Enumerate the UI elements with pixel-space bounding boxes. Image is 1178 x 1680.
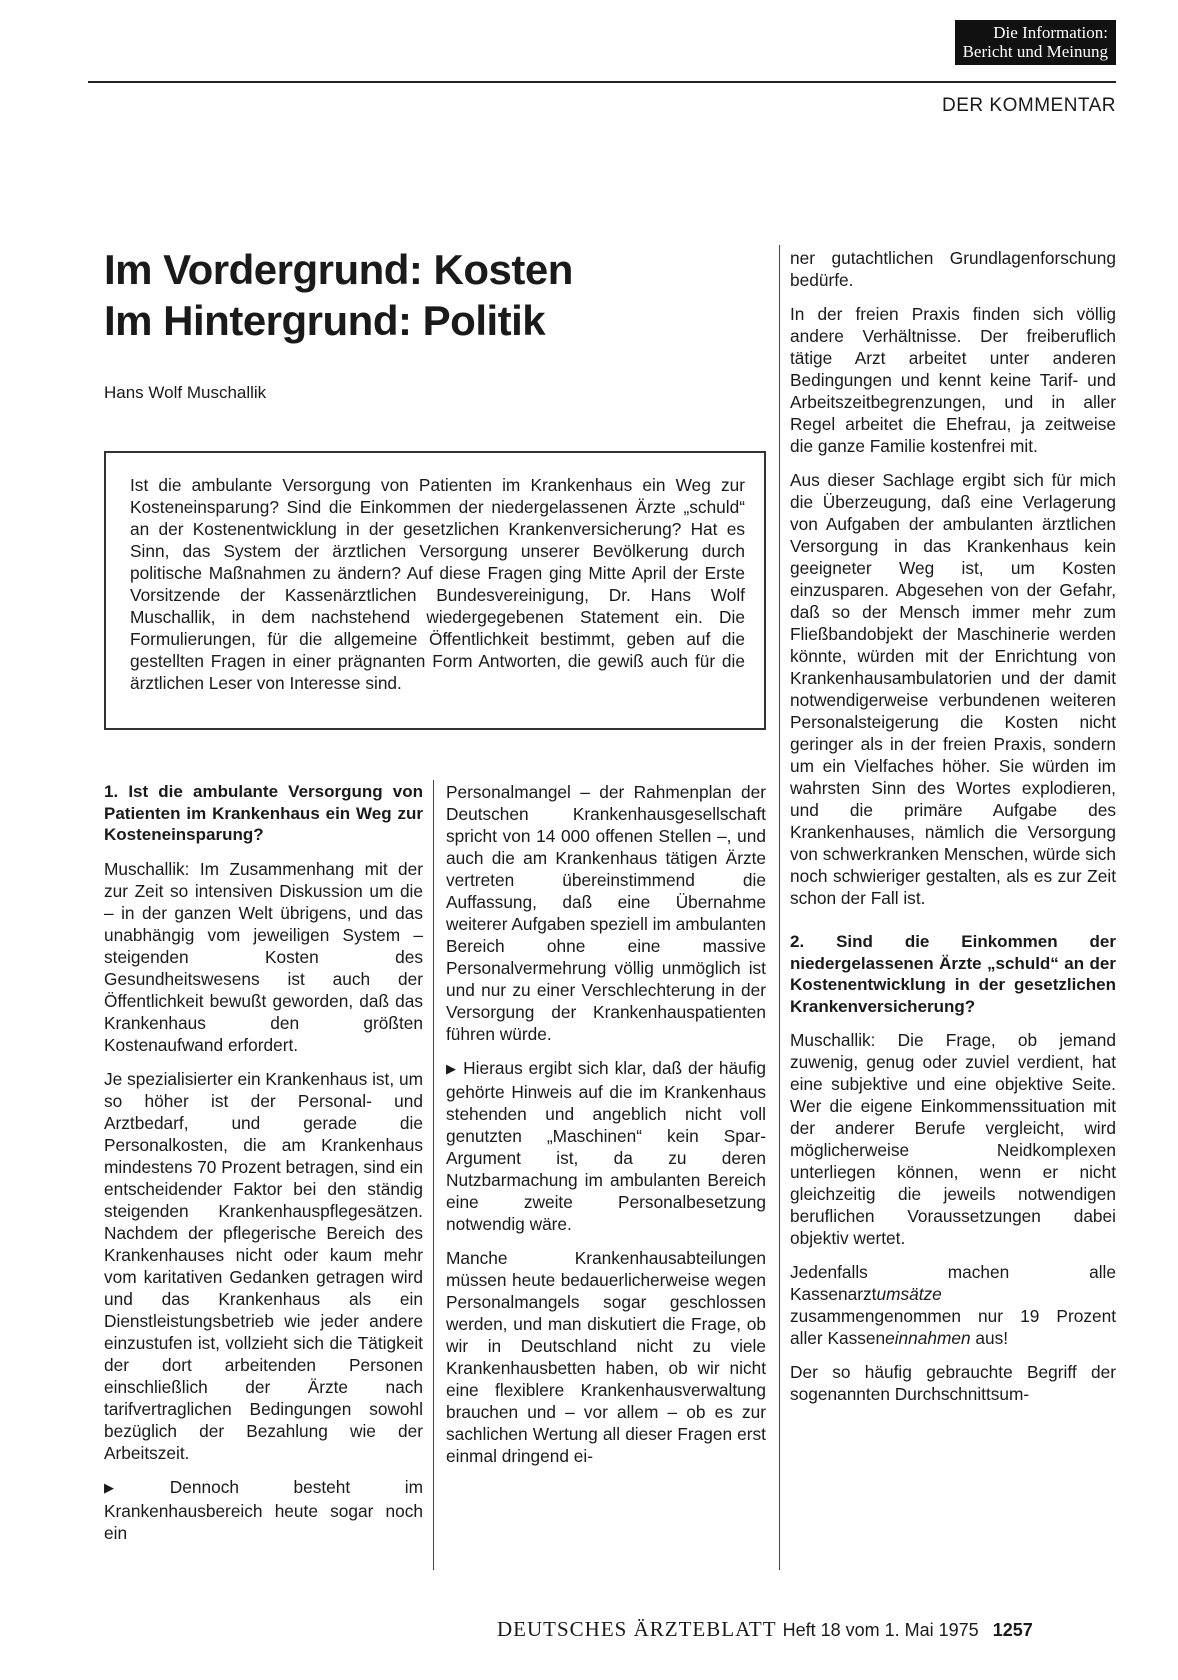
paragraph <box>446 1057 766 1235</box>
paragraph-text: Hieraus ergibt sich klar, daß der häufig gehörte Hinweis auf die im Krankenhaus stehenden und angeblich nicht voll genutzten „Maschinen“ kein Spar-Argument ist, da zu deren Nutzbarmachung im ambulanten Bereich eine zweite Personalbesetzung notwendig wäre. <box>446 1058 766 1234</box>
issue-info: Heft 18 vom 1. Mai 1975 <box>782 1620 979 1640</box>
paragraph: Muschallik: Die Frage, ob jemand zuwenig, genug oder zuviel verdient, hat eine subjektive und eine objektive Seite. Wer die eigene Einkommenssituation mit der anderer Berufe vergleicht, wird möglicherweise Neidkomplexen unterliegen können, wenn er nicht gleichzeitig die jeweils notwendigen beruflichen Voraussetzungen dabei objektiv wertet. <box>790 1030 1116 1248</box>
paragraph <box>104 1476 423 1544</box>
badge-line-2: Bericht und Meinung <box>962 42 1108 61</box>
question-2-heading: 2. Sind die Einkommen der niedergelassenen Ärzte „schuld“ an der Kostenentwicklung in der gesetzlichen Krankenversicherung? <box>790 932 1116 1016</box>
page-footer <box>497 1617 1033 1642</box>
paragraph <box>790 1261 1116 1349</box>
header-rule <box>88 81 1116 83</box>
column-divider-1 <box>433 780 434 1570</box>
arrow-icon: ▶ <box>104 1479 164 1495</box>
column-2 <box>446 781 766 1479</box>
column-1 <box>104 781 423 1556</box>
emphasis-text: einnahmen <box>885 1328 971 1348</box>
page-number: 1257 <box>992 1620 1033 1640</box>
paragraph: Manche Krankenhausabteilungen müssen heute bedauerlicherweise wegen Personalmangels sogar geschlossen werden, und man diskutiert die Frage, ob wir in Deutschland nicht zu viele Krankenhausbetten haben, ob wir nicht eine flexiblere Krankenhausverwaltung brauchen und – vor allem – ob es zur sachlichen Wertung all dieser Fragen erst einmal dringend ei- <box>446 1248 766 1466</box>
column-3 <box>790 247 1116 1417</box>
abstract-box <box>104 451 766 730</box>
paragraph: In der freien Praxis finden sich völlig andere Verhältnisse. Der freiberuflich tätige Arzt arbeitet unter anderen Bedingungen und kennt keine Tarif- und Arbeitszeitbegrenzungen, und in aller Regel arbeitet die Ehefrau, ja zeitweise die ganze Familie kostenfrei mit. <box>790 304 1116 456</box>
paragraph-text: zusammengenommen nur 19 Prozent aller Kassen <box>790 1306 1116 1348</box>
emphasis-text: umsätze <box>876 1284 942 1304</box>
question-1-heading: 1. Ist die ambulante Versorgung von Patienten im Krankenhaus ein Weg zur Kosteneinsparung? <box>104 782 423 844</box>
arrow-icon: ▶ <box>446 1061 458 1076</box>
title-line-1: Im Vordergrund: Kosten <box>104 246 573 293</box>
badge-line-1: Die Information: <box>993 23 1108 42</box>
paragraph: Der so häufig gebrauchte Begriff der sogenannten Durchschnittsum- <box>790 1362 1116 1404</box>
paragraph: Muschallik: Im Zusammenhang mit der zur Zeit so intensiven Diskussion um die – in der ganzen Welt übrigens, und das unabhängig vom jeweiligen System – steigenden Kosten des Gesundheitswesens ist auch der Öffentlichkeit bewußt geworden, daß das Krankenhaus den größten Kostenaufwand erfordert. <box>104 858 423 1055</box>
title-line-2: Im Hintergrund: Politik <box>104 297 546 344</box>
abstract-text: Ist die ambulante Versorgung von Patienten im Krankenhaus ein Weg zur Kosteneinsparung? Sind die Einkommen der niedergelassenen Ärzte „schuld“ an der Kostenentwicklung in der gesetzlichen Krankenversicherung? Hat es Sinn, das System der ärztlichen Versorgung unserer Bevölkerung durch politische Maßnahmen zu ändern? Auf diese Fragen ging Mitte April der Erste Vorsitzende der Kassenärztlichen Bundesvereinigung, Dr. Hans Wolf Muschallik, in dem nachstehend wiedergegebenen Statement ein. Die Formulierungen, für die allgemeine Öffentlichkeit bestimmt, geben auf die gestellten Fragen in einer prägnanten Form Antworten, die gewiß auch für die ärztlichen Leser von Interesse sind. <box>130 475 745 693</box>
paragraph: Aus dieser Sachlage ergibt sich für mich die Überzeugung, daß eine Verlagerung von Aufgaben der ambulanten ärztlichen Versorgung in das Krankenhaus kein geeigneter Weg ist, um Kosten einzusparen. Abgesehen von der Gefahr, daß so der Mensch immer mehr zum Fließbandobjekt der Maschinerie werden könnte, würden mit der Enrichtung von Krankenhausambulatorien und der damit notwendigerweise verbundenen weiteren Personalsteigerung die Kosten nicht geringer als in der freien Praxis, sondern um ein Vielfaches höher. Sie würden im wahrsten Sinn des Wortes explodieren, und die primäre Aufgabe des Krankenhauses, nämlich die Versorgung von schwerkranken Menschen, würde sich noch schwieriger gestalten, als es zur Zeit schon der Fall ist. <box>790 470 1116 908</box>
paragraph: Je spezialisierter ein Krankenhaus ist, um so höher ist der Personal- und Arztbedarf, und gerade die Personalkosten, die am Krankenhaus mindestens 70 Prozent betragen, sind ein entscheidender Faktor bei den ständig steigenden Krankenhauspflegesätzen. Nachdem der pflegerische Bereich des Krankenhauses nicht oder kaum mehr vom karitativen Gedanken getragen wird und das Krankenhaus als ein Dienstleistungsbetrieb wie jeder andere einzustufen ist, vollzieht sich die Tätigkeit der dort arbeitenden Personen einschließlich der Ärzte nach tarifvertraglichen Bedingungen sowohl bezüglich der Bezahlung wie der Arbeitszeit. <box>104 1068 423 1463</box>
paragraph: Personalmangel – der Rahmenplan der Deutschen Krankenhausgesellschaft spricht von 14 000 offenen Stellen –, und auch die am Krankenhaus tätigen Ärzte vertreten übereinstimmend die Auffassung, daß eine Übernahme weiterer Aufgaben speziell im ambulanten Bereich ohne eine massive Personalvermehrung völlig unmöglich ist und nur zu einer Verschlechterung in der Versorgung der Krankenhauspatienten führen würde. <box>446 782 766 1044</box>
paragraph-text: Dennoch besteht im Krankenhausbereich heute sogar noch ein <box>104 1476 423 1543</box>
paragraph-text: aus! <box>970 1328 1009 1348</box>
article-title <box>104 244 573 346</box>
paragraph: ner gutachtlichen Grundlagenforschung bedürfe. <box>790 248 1116 290</box>
paragraph-text: Jedenfalls machen alle Kassenarzt <box>790 1262 1116 1304</box>
journal-name: DEUTSCHES ÄRZTEBLATT <box>497 1617 777 1641</box>
column-divider-2 <box>779 245 780 1570</box>
section-badge <box>955 20 1116 65</box>
section-label: DER KOMMENTAR <box>942 95 1116 116</box>
author-byline: Hans Wolf Muschallik <box>104 383 267 402</box>
